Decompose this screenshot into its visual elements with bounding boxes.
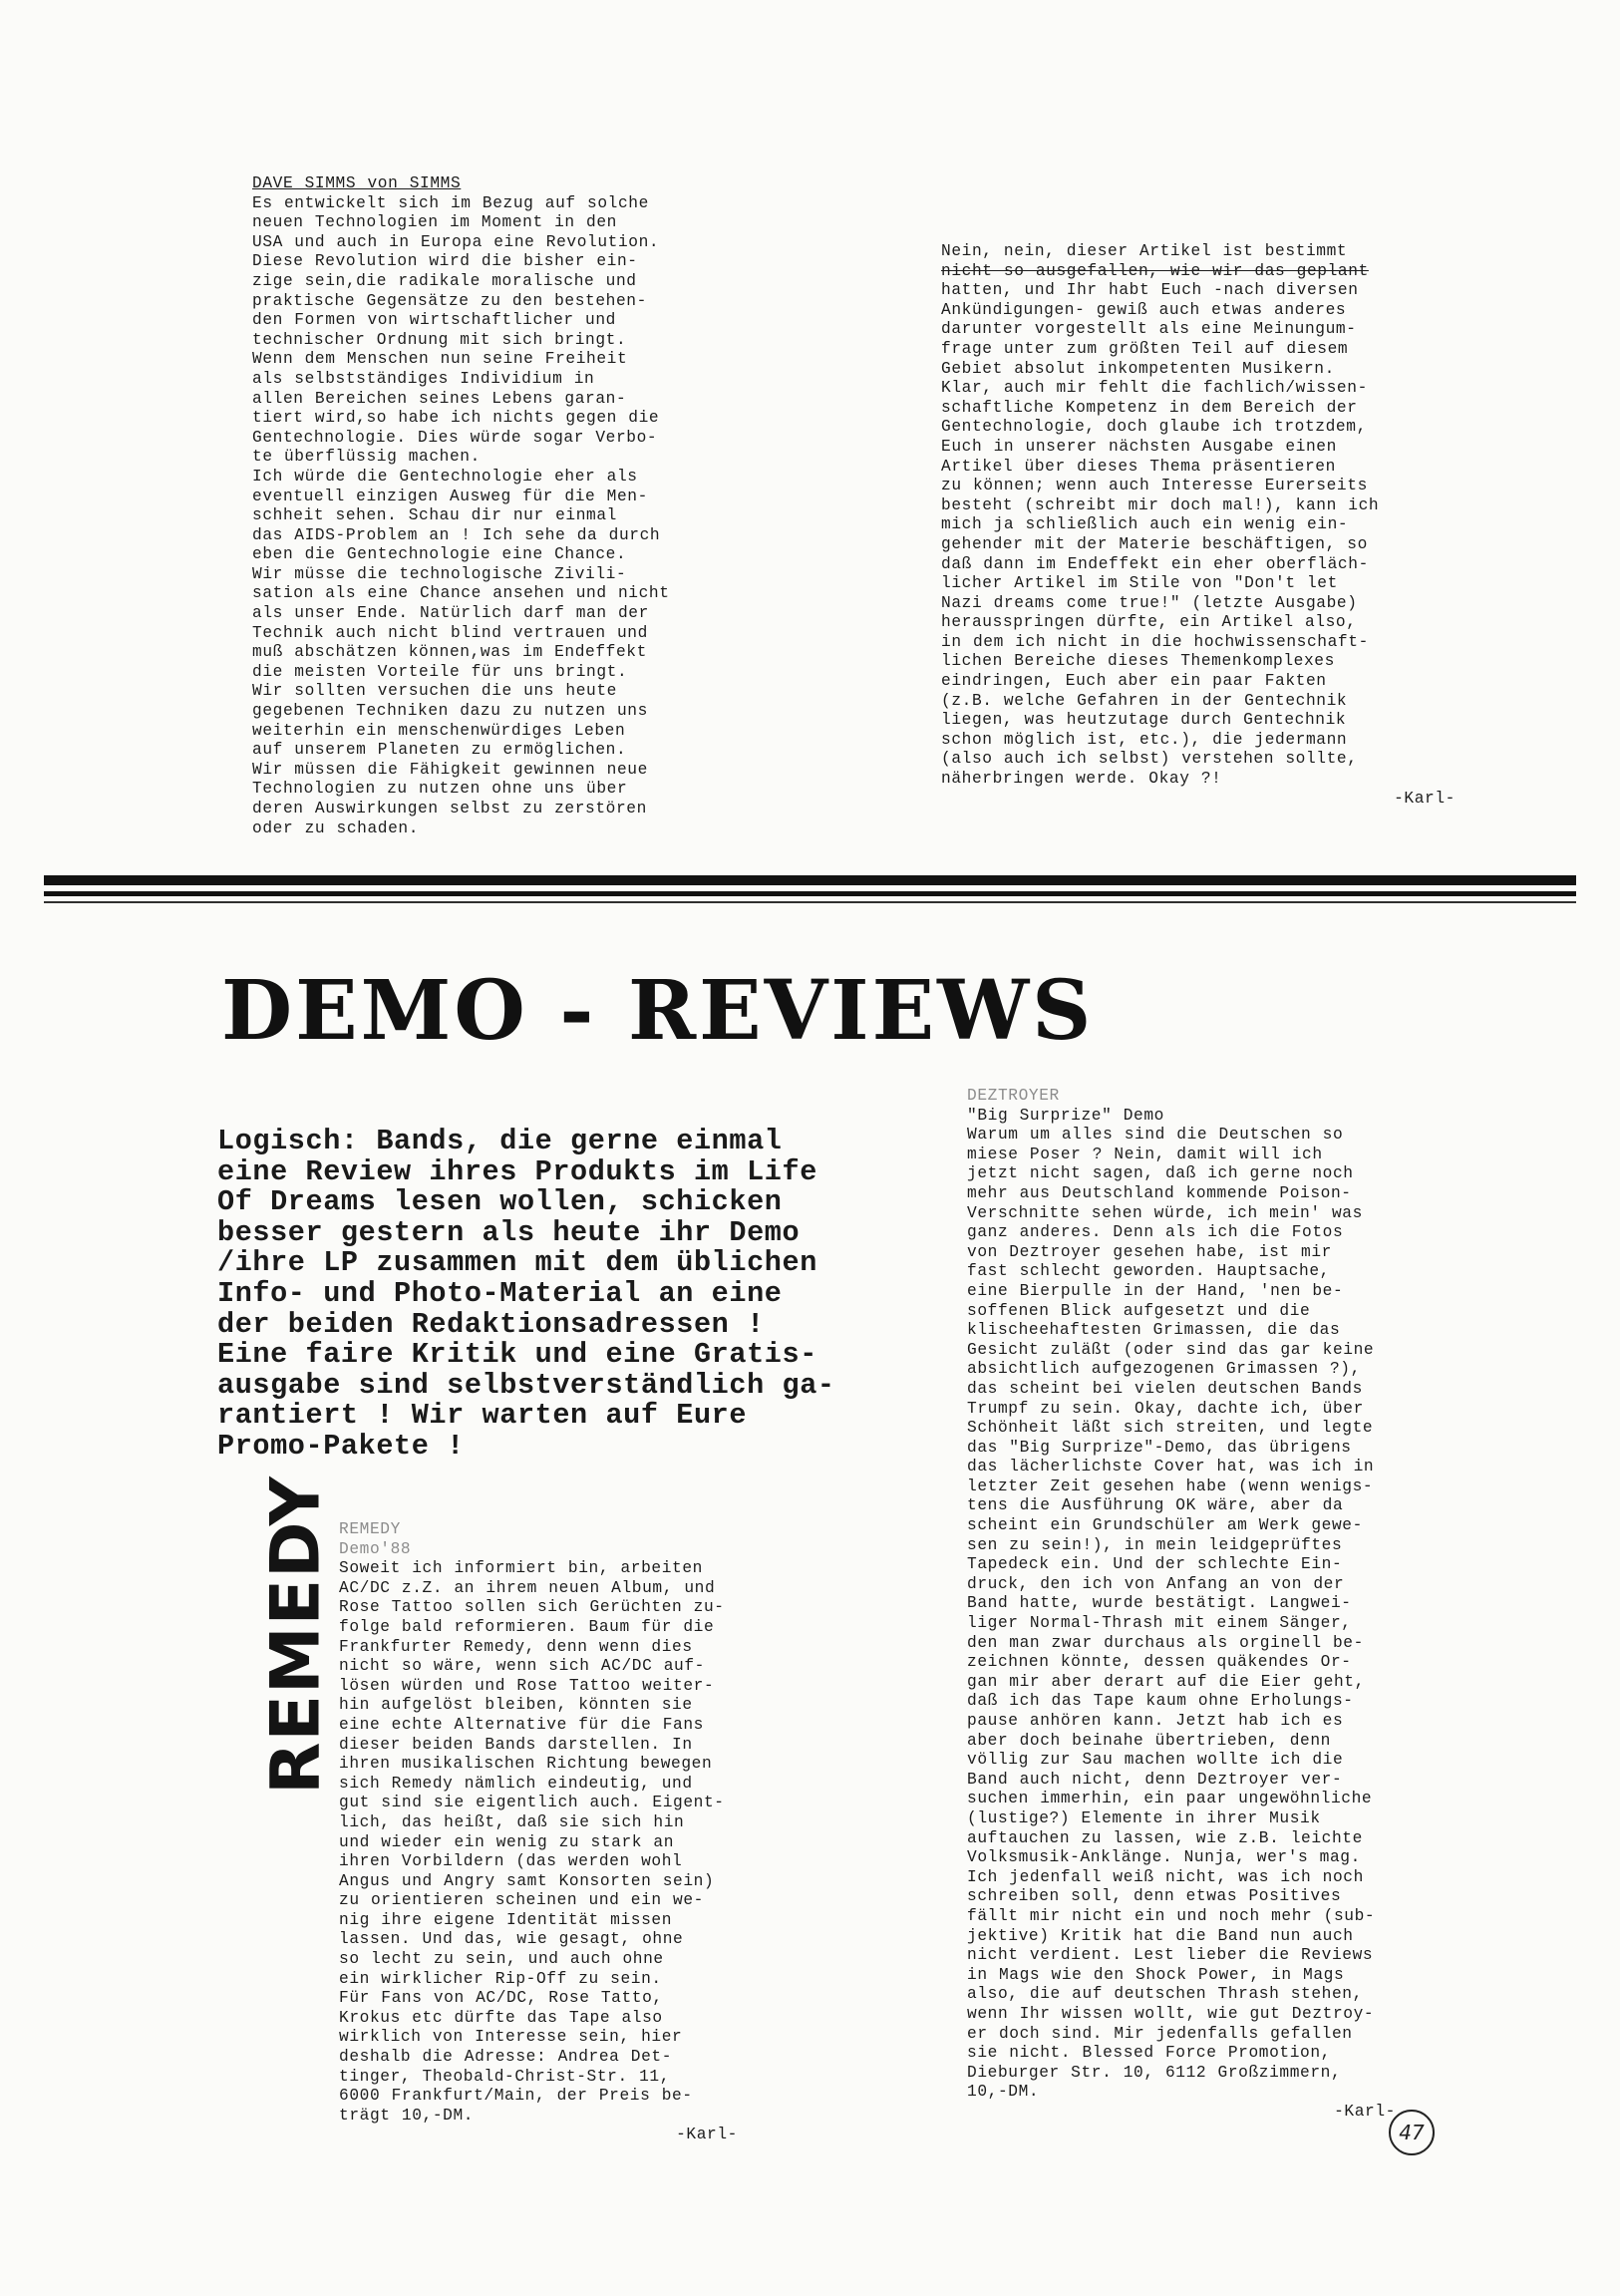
text-line: das lächerlichste Cover hat, was ich in [967, 1458, 1375, 1476]
review-signature: -Karl- [1334, 2102, 1396, 2121]
intro-paragraph [217, 1127, 905, 1463]
text-line: gut sind sie eigentlich auch. Eigent- [339, 1794, 725, 1812]
text-line: das "Big Surprize"-Demo, das übrigens [967, 1438, 1352, 1457]
text-line: Ich würde die Gentechnologie eher als [252, 467, 638, 486]
text-line: deshalb die Adresse: Andrea Det- [339, 2048, 673, 2067]
text-line: Verschnitte sehen würde, ich mein' was [967, 1203, 1363, 1222]
text-line: Rose Tattoo sollen sich Gerüchten zu- [339, 1598, 725, 1617]
text-line: ausgabe sind selbstverständlich ga- [217, 1368, 835, 1402]
text-line: auftauchen zu lassen, wie z.B. leichte [967, 1828, 1363, 1847]
text-line: soffenen Blick aufgesetzt und die [967, 1301, 1311, 1320]
text-line: te überflüssig machen. [252, 448, 481, 467]
text-line: Diese Revolution wird die bisher ein- [252, 252, 638, 271]
text-line: ihren musikalischen Richtung bewegen [339, 1755, 713, 1774]
text-line: Logisch: Bands, die gerne einmal [217, 1125, 783, 1157]
remedy-band-logo [256, 1476, 336, 1795]
review-signature: -Karl- [676, 2126, 738, 2144]
text-line: er doch sind. Mir jedenfalls gefallen [967, 2024, 1353, 2043]
text-line: Gebiet absolut inkompetenten Musikern. [941, 359, 1335, 378]
text-line: muß abschätzen können,was im Endeffekt [252, 643, 647, 662]
page-number: 47 [1389, 2110, 1435, 2155]
text-line: praktische Gegensätze zu den bestehen- [252, 291, 647, 310]
text-line: in Mags wie den Shock Power, in Mags [967, 1965, 1345, 1984]
text-line: Nazi dreams come true!" (letzte Ausgabe) [941, 593, 1358, 612]
text-line: 6000 Frankfurt/Main, der Preis be- [339, 2087, 693, 2106]
text-line: Band hatte, wurde bestätigt. Langwei- [967, 1594, 1352, 1613]
text-line: nicht so wäre, wenn sich AC/DC auf- [339, 1657, 705, 1676]
reply-signature: -Karl- [1394, 789, 1456, 808]
text-line: nig ihre eigene Identität missen [339, 1910, 673, 1929]
text-line: herausspringen dürfte, ein Artikel also, [941, 613, 1357, 632]
text-line: Technologien zu nutzen ohne uns über [252, 780, 628, 799]
text-line: druck, den ich von Anfang an von der [967, 1574, 1345, 1593]
reply-body [941, 242, 1459, 790]
text-line: frage unter zum größten Teil auf diesem [941, 339, 1349, 358]
text-line: zu orientieren scheinen und ein we- [339, 1891, 704, 1910]
text-line: Ankündigungen- gewiß auch etwas anderes [941, 300, 1347, 319]
text-line: der beiden Redaktionsadressen ! [217, 1307, 765, 1341]
text-line: aber doch beinahe übertrieben, denn [967, 1731, 1331, 1750]
text-line: tens die Ausführung OK wäre, aber da [967, 1496, 1344, 1515]
text-line: eine echte Alternative für die Fans [339, 1715, 704, 1734]
text-line: schon möglich ist, etc.), die jedermann [941, 730, 1348, 749]
text-line: Dieburger Str. 10, 6112 Großzimmern, [967, 2063, 1342, 2082]
text-line: nicht so ausgefallen, wie wir das geplant [941, 261, 1369, 280]
text-line: Gentechnologie. Dies würde sogar Verbo- [252, 428, 658, 447]
text-line: Krokus etc dürfte das Tape also [339, 2008, 663, 2027]
section-divider-thick [44, 875, 1576, 885]
text-line: Eine faire Kritik und eine Gratis- [217, 1338, 817, 1372]
text-line: Gentechnologie, doch glaube ich trotzdem, [941, 418, 1367, 437]
text-line: scheint ein Grundschüler am Werk gewe- [967, 1516, 1363, 1535]
text-line: schaftliche Kompetenz in dem Bereich der [941, 398, 1358, 417]
text-line: allen Bereichen seines Lebens garan- [252, 389, 627, 408]
text-line: den man zwar durchaus als orginell be- [967, 1633, 1364, 1652]
text-line: eventuell einzigen Ausweg für die Men- [252, 487, 648, 505]
text-line: neuen Technologien im Moment in den [252, 213, 617, 232]
text-line: Soweit ich informiert bin, arbeiten [339, 1559, 703, 1578]
text-line: zu können; wenn auch Interesse Eurerseits [941, 477, 1368, 495]
text-line: oder zu schaden. [252, 819, 420, 837]
text-line: eine Review ihres Produkts im Life [217, 1154, 817, 1188]
text-line: tinger, Theobald-Christ-Str. 11, [339, 2067, 671, 2086]
text-line: folge bald reformieren. Baum für die [339, 1617, 715, 1636]
section-divider-thin [44, 901, 1576, 903]
text-line: Es entwickelt sich im Bezug auf solche [252, 193, 649, 212]
text-line: jetzt nicht sagen, daß ich gerne noch [967, 1164, 1354, 1183]
text-line: Volksmusik-Anklänge. Nunja, wer's mag. [967, 1848, 1361, 1867]
text-line: sich Remedy nämlich eindeutig, und [339, 1774, 693, 1793]
text-line: ein wirklicher Rip-Off zu sein. [339, 1969, 662, 1988]
text-line: klischeehaftesten Grimassen, die das [967, 1321, 1341, 1340]
text-line: wirklich von Interesse sein, hier [339, 2028, 683, 2047]
deztroyer-review [967, 1087, 1485, 2122]
text-line: Frankfurter Remedy, denn wenn dies [339, 1637, 693, 1656]
text-line: ganz anderes. Denn als ich die Fotos [967, 1223, 1344, 1242]
text-line: tiert wird,so habe ich nichts gegen die [252, 409, 660, 428]
text-line: eben die Gentechnologie eine Chance. [252, 545, 627, 564]
text-line: lich, das heißt, daß sie sich hin [339, 1812, 685, 1831]
text-line: Schönheit läßt sich streiten, und legte [967, 1419, 1374, 1438]
text-line: deren Auswirkungen selbst zu zerstören [252, 800, 647, 818]
text-line: Ich jedenfall weiß nicht, was ich noch [967, 1867, 1364, 1886]
text-line: mehr aus Deutschland kommende Poison- [967, 1183, 1352, 1202]
text-line: näherbringen werde. Okay ?! [941, 770, 1222, 789]
remedy-logo-text: REMEDY [256, 1476, 336, 1795]
review-body [967, 1126, 1485, 2103]
text-line: Wenn dem Menschen nun seine Freiheit [252, 350, 628, 369]
review-body [339, 1559, 798, 2126]
text-line: 10,-DM. [967, 2083, 1040, 2102]
section-title: DEMO - REVIEWS [221, 963, 1095, 1059]
review-subtitle: "Big Surprize" Demo [967, 1106, 1164, 1125]
text-line: (also auch ich selbst) verstehen sollte, [941, 750, 1358, 769]
text-line: Technik auch nicht blind vertrauen und [252, 623, 648, 642]
text-line: wenn Ihr wissen wollt, wie gut Deztroy- [967, 2004, 1375, 2023]
text-line: schheit sehen. Schau dir nur einmal [252, 506, 617, 525]
text-line: also, die auf deutschen Thrash stehen, [967, 1985, 1363, 2004]
text-line: Angus und Angry samt Konsorten sein) [339, 1871, 715, 1890]
text-line: Band auch nicht, denn Deztroyer ver- [967, 1770, 1343, 1789]
text-line: sation als eine Chance ansehen und nicht [252, 584, 670, 603]
text-line: zige sein,die radikale moralische und [252, 271, 637, 290]
text-line: Promo-Pakete ! [217, 1429, 465, 1463]
text-line: das AIDS-Problem an ! Ich sehe da durch [252, 525, 661, 544]
text-line: eindringen, Euch aber ein paar Fakten [941, 672, 1327, 691]
text-line: Info- und Photo-Material an eine [217, 1276, 783, 1310]
text-line: von Deztroyer gesehen habe, ist mir [967, 1242, 1332, 1261]
review-band-name: DEZTROYER [967, 1087, 1060, 1105]
review-band-name: REMEDY [339, 1520, 401, 1538]
text-line: (z.B. welche Gefahren in der Gentechnik [941, 691, 1348, 710]
text-line: gehender mit der Materie beschäftigen, so [941, 534, 1368, 553]
text-line: und wieder ein wenig zu stark an [339, 1832, 675, 1851]
text-line: als unser Ende. Natürlich darf man der [252, 604, 649, 623]
text-line: besser gestern als heute ihr Demo [217, 1215, 801, 1249]
text-line: (lustige?) Elemente in ihrer Musik [967, 1808, 1321, 1827]
text-line: hin aufgelöst bleiben, könnten sie [339, 1696, 693, 1715]
text-line: völlig zur Sau machen wollte ich die [967, 1751, 1344, 1770]
text-line: so lecht zu sein, und auch ohne [339, 1950, 664, 1969]
text-line: Klar, auch mir fehlt die fachlich/wissen- [941, 379, 1368, 398]
text-line: licher Artikel im Stile von "Don't let [941, 574, 1338, 593]
text-line: pause anhören kann. Jetzt hab ich es [967, 1712, 1344, 1730]
text-line: auf unserem Planeten zu ermöglichen. [252, 741, 627, 760]
remedy-review [339, 1520, 798, 2145]
text-line: als selbstständiges Individium in [252, 369, 595, 388]
text-line: absichtlich aufgezogenen Grimassen ?), [967, 1360, 1361, 1379]
text-line: mich ja schließlich auch ein wenig ein- [941, 515, 1349, 534]
text-line: sie nicht. Blessed Force Promotion, [967, 2044, 1331, 2063]
text-line: eine Bierpulle in der Hand, 'nen be- [967, 1281, 1344, 1300]
text-line: daß dann im Endeffekt ein eher oberfläch- [941, 554, 1369, 573]
dave-simms-letter [252, 174, 721, 838]
text-line: fällt mir nicht ein und noch mehr (sub- [967, 1906, 1376, 1925]
text-line: besteht (schreibt mir doch mal!), kann ich [941, 495, 1380, 514]
text-line: jektive) Kritik hat die Band nun auch [967, 1926, 1354, 1945]
text-line: darunter vorgestellt als eine Meinungum- [941, 320, 1357, 339]
text-line: technischer Ordnung mit sich bringt. [252, 330, 627, 349]
text-line: nicht verdient. Lest lieber die Reviews [967, 1946, 1374, 1965]
text-line: Wir müsse die technologische Zivili- [252, 564, 627, 583]
text-line: Wir müssen die Fähigkeit gewinnen neue [252, 760, 648, 779]
text-line: das scheint bei vielen deutschen Bands [967, 1379, 1363, 1398]
text-line: trägt 10,-DM. [339, 2106, 475, 2125]
text-line: Gesicht zuläßt (oder sind das gar keine [967, 1340, 1375, 1359]
text-line: ihren Vorbildern (das werden wohl [339, 1852, 683, 1871]
text-line: USA und auch in Europa eine Revolution. [252, 232, 660, 251]
text-line: /ihre LP zusammen mit dem üblichen [217, 1246, 817, 1280]
text-line: schreiben soll, denn etwas Positives [967, 1887, 1342, 1906]
text-line: dieser beiden Bands darstellen. In [339, 1735, 693, 1754]
text-line: Of Dreams lesen wollen, schicken [217, 1185, 783, 1219]
text-line: die meisten Vorteile für uns bringt. [252, 662, 628, 681]
text-line: liegen, was heutzutage durch Gentechnik [941, 711, 1347, 730]
text-line: daß ich das Tape kaum ohne Erholungs- [967, 1692, 1354, 1711]
text-line: zeichnen könnte, dessen quäkendes Or- [967, 1653, 1352, 1672]
text-line: Artikel über dieses Thema präsentieren [941, 457, 1336, 476]
text-line: den Formen von wirtschaftlicher und [252, 311, 616, 330]
text-line: suchen immerhin, ein paar ungewöhnliche [967, 1790, 1373, 1808]
letter-heading: DAVE SIMMS von SIMMS [252, 174, 462, 192]
text-line: Euch in unserer nächsten Ausgabe einen [941, 437, 1337, 456]
text-line: lassen. Und das, wie gesagt, ohne [339, 1930, 684, 1949]
text-line: liger Normal-Thrash mit einem Sänger, [967, 1614, 1352, 1633]
text-line: sen zu sein!), in mein leidgeprüftes [967, 1535, 1343, 1554]
text-line: lichen Bereiche dieses Themenkomplexes [941, 652, 1335, 671]
text-line: Für Fans von AC/DC, Rose Tatto, [339, 1989, 663, 2008]
text-line: lösen würden und Rose Tattoo weiter- [339, 1676, 715, 1695]
text-line: Warum um alles sind die Deutschen so [967, 1126, 1344, 1145]
text-line: Nein, nein, dieser Artikel ist bestimmt [941, 242, 1348, 260]
text-line: gegebenen Techniken dazu zu nutzen uns [252, 702, 648, 721]
text-line: weiterhin ein menschenwürdiges Leben [252, 721, 626, 740]
editor-reply [941, 242, 1459, 809]
text-line: rantiert ! Wir warten auf Eure [217, 1399, 748, 1433]
text-line: Tapedeck ein. Und der schlechte Ein- [967, 1555, 1343, 1574]
review-subtitle: Demo'88 [339, 1539, 412, 1558]
text-line: in dem ich nicht in die hochwissenschaft- [941, 632, 1369, 651]
text-line: Wir sollten versuchen die uns heute [252, 682, 617, 701]
text-line: letzter Zeit gesehen habe (wenn wenigs- [967, 1476, 1374, 1495]
text-line: miese Poser ? Nein, damit will ich [967, 1145, 1323, 1163]
section-divider-medium [44, 891, 1576, 896]
text-line: fast schlecht geworden. Hauptsache, [967, 1262, 1330, 1281]
text-line: AC/DC z.Z. an ihrem neuen Album, und [339, 1578, 716, 1597]
letter-body [252, 194, 721, 839]
text-line: Trumpf zu sein. Okay, dachte ich, über [967, 1399, 1364, 1418]
text-line: hatten, und Ihr habt Euch -nach diversen [941, 281, 1359, 300]
text-line: gan mir aber derart auf die Eier geht, [967, 1672, 1365, 1691]
